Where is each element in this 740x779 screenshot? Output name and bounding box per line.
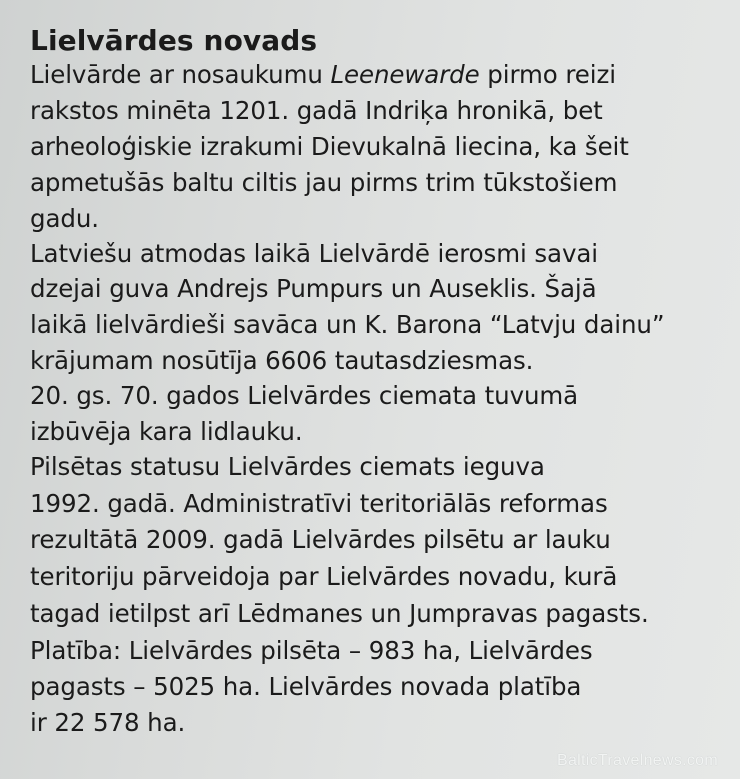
line-1-end: pirmo reizi xyxy=(479,60,616,89)
text-line: krājumam nosūtīja 6606 tautasdziesmas. xyxy=(30,346,534,375)
text-line: dzejai guva Andrejs Pumpurs un Auseklis. Šajā xyxy=(30,274,597,303)
text-line: pagasts – 5025 ha. Lielvārdes novada platība xyxy=(30,672,582,701)
text-line: 1992. gadā. Administratīvi teritoriālās reformas xyxy=(30,489,608,518)
text-line: tagad ietilpst arī Lēdmanes un Jumpravas pagasts. xyxy=(30,599,649,628)
text-line: teritoriju pārveidoja par Lielvārdes novadu, kurā xyxy=(30,562,618,591)
text-line: izbūvēja kara lidlauku. xyxy=(30,417,303,446)
text-line: rakstos minēta 1201. gadā Indriķa hronikā, bet xyxy=(30,96,603,125)
historic-name: Leenewarde xyxy=(330,60,480,89)
text-line: ir 22 578 ha. xyxy=(30,708,186,737)
text-line-1 xyxy=(30,60,616,90)
text-line: laikā lielvārdieši savāca un K. Barona “Latvju dainu” xyxy=(30,310,665,339)
text-line: arheoloģiskie izrakumi Dievukalnā liecina, ka šeit xyxy=(30,132,629,161)
text-line: rezultātā 2009. gadā Lielvārdes pilsētu ar lauku xyxy=(30,525,611,554)
panel-title: Lielvārdes novads xyxy=(30,24,318,57)
text-line: apmetušās baltu ciltis jau pirms trim tūkstošiem xyxy=(30,168,618,197)
text-line: Latviešu atmodas laikā Lielvārdē ierosmi savai xyxy=(30,239,598,268)
text-line: Pilsētas statusu Lielvārdes ciemats ieguva xyxy=(30,452,545,481)
line-1-start: Lielvārde ar nosaukumu xyxy=(30,60,331,89)
watermark: BalticTravelnews.com xyxy=(556,752,718,769)
text-line: Platība: Lielvārdes pilsēta – 983 ha, Lielvārdes xyxy=(30,636,593,665)
text-line: gadu. xyxy=(30,204,99,233)
text-line: 20. gs. 70. gados Lielvārdes ciemata tuvumā xyxy=(30,381,579,410)
